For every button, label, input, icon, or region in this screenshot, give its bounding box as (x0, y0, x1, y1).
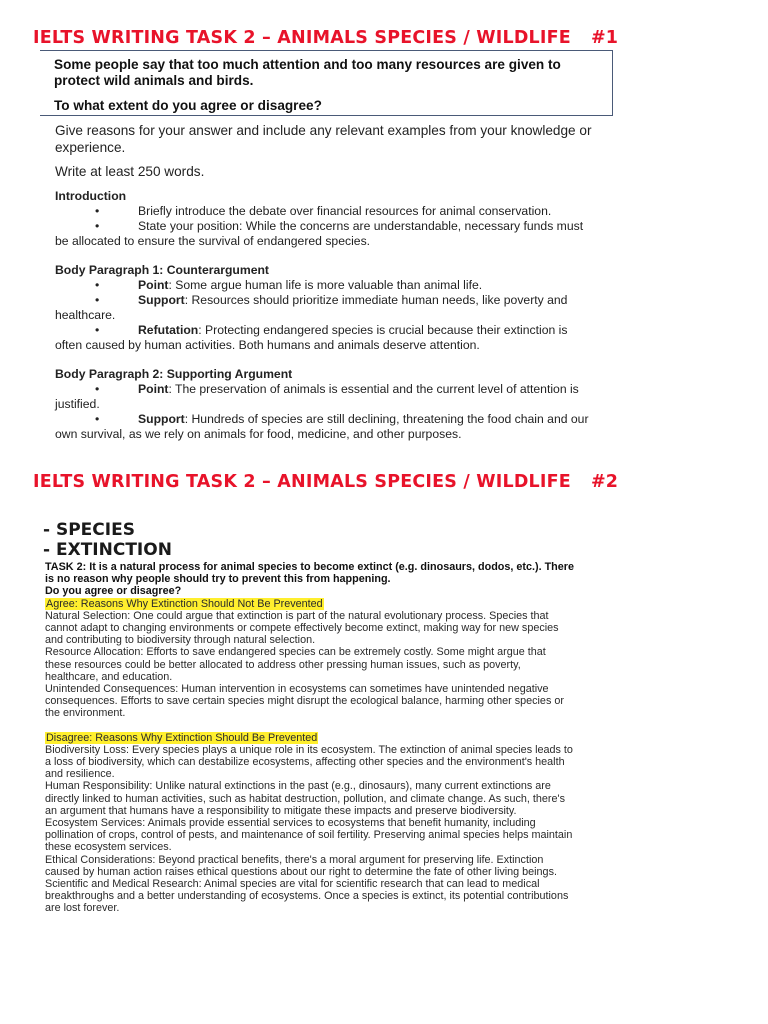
task2-prompt: TASK 2: It is a natural process for animal species to become extinct (e.g. dinosaurs, dodos, etc.). There is no reason why people should try to prevent this from happening. (45, 561, 574, 586)
body1-refutation (55, 323, 595, 353)
bullet-label: Refutation (138, 323, 199, 337)
section1-heading-text: IELTS WRITING TASK 2 – ANIMALS SPECIES / WILDLIFE (33, 28, 571, 48)
section1-heading-number: #1 (590, 28, 619, 48)
introduction-section (55, 189, 595, 249)
section2-heading-number: #2 (590, 472, 619, 492)
agree-point: Natural Selection: One could argue that extinction is part of the natural evolutionary process. Species that cannot adapt to changing environments or compete effectively become extinct, making way for new species and contributing to biodiversity through natural selection. (45, 609, 559, 647)
agree-point: Unintended Consequences: Human intervention in ecosystems can sometimes have unintended negative consequences. Efforts to save certain species might disrupt the ecological balance, harming other species or the environment. (45, 683, 564, 720)
agree-point: Resource Allocation: Efforts to save endangered species can be extremely costly. Some might argue that these resources could be better allocated to address other pressing human issues, such as poverty, healthcare, and education. (45, 646, 546, 683)
task-question: To what extent do you agree or disagree? (54, 98, 322, 113)
bullet-label: Support (138, 293, 185, 307)
bullet-text: : Some argue human life is more valuable than animal life. (168, 278, 483, 292)
disagree-point: Biodiversity Loss: Every species plays a unique role in its ecosystem. The extinction of animal species leads to a loss of biodiversity, which can destabilize ecosystems, affecting other species and the environment's health and resilience. (45, 743, 573, 781)
body1-heading: Body Paragraph 1: Counterargument (55, 263, 269, 277)
disagree-point: Ethical Considerations: Beyond practical benefits, there's a moral argument for preserving life. Extinction caused by human action raises ethical questions about our right to determine the fate of other living beings. (45, 853, 557, 878)
section1-heading (33, 28, 618, 48)
bullet-text: : Resources should prioritize immediate human needs, like poverty and healthcare. (55, 293, 568, 322)
disagree-point: Human Responsibility: Unlike natural extinctions in the past (e.g., dinosaurs), many current extinctions are directly linked to human activities, such as habitat destruction, pollution, and climate change. As such, there's an argument that humans have a responsibility to mitigate these impacts and preserve biodiversity. (45, 780, 565, 817)
body-paragraph-2 (55, 367, 595, 442)
section2-content (45, 561, 575, 915)
bullet-text: : The preservation of animals is essential and the current level of attention is justified. (55, 382, 579, 411)
bullet-text: : Hundreds of species are still declining, threatening the food chain and our own survival, as we rely on animals for food, medicine, and other purposes. (55, 412, 589, 441)
task-instructions: Give reasons for your answer and include any relevant examples from your knowledge or experience. (55, 123, 592, 155)
extinction-title: - EXTINCTION (43, 540, 172, 560)
disagree-point: Ecosystem Services: Animals provide essential services to ecosystems that benefit humanity, including pollination of crops, control of pests, and maintenance of soil fertility. Preserving animal species helps maintain these ecosystem services. (45, 817, 573, 854)
section2-heading (33, 472, 618, 492)
body2-support (55, 412, 595, 442)
intro-bullet: • State your position: While the concerns are understandable, necessary funds must be allocated to ensure the survival of endangered species. (55, 219, 595, 249)
species-title: - SPECIES (43, 520, 135, 540)
introduction-heading: Introduction (55, 189, 127, 203)
bullet-text: : Protecting endangered species is crucial because their extinction is often caused by human activities. Both humans and animals deserve attention. (55, 323, 568, 352)
body-paragraph-1 (55, 263, 595, 353)
bullet-label: Support (138, 412, 185, 426)
disagree-heading: Disagree: Reasons Why Extinction Should Be Prevented (46, 731, 318, 744)
agree-heading: Agree: Reasons Why Extinction Should Not Be Prevented (46, 597, 323, 610)
body1-point (55, 278, 595, 293)
task-prompt-box (40, 50, 613, 116)
intro-bullet: • Briefly introduce the debate over financial resources for animal conservation. (55, 204, 595, 219)
body1-support (55, 293, 595, 323)
bullet-label: Point (138, 278, 169, 292)
body2-point (55, 382, 595, 412)
body2-heading: Body Paragraph 2: Supporting Argument (55, 367, 293, 381)
task2-question: Do you agree or disagree? (45, 585, 182, 598)
word-count-requirement: Write at least 250 words. (55, 164, 205, 179)
task-prompt: Some people say that too much attention and too many resources are given to protect wild animals and birds. (54, 57, 561, 88)
disagree-point: Scientific and Medical Research: Animal species are vital for scientific research that can lead to medical breakthroughs and a better understanding of ecosystems. Once a species is extinct, its potential contributions are lost forever. (45, 878, 569, 915)
section2-heading-text: IELTS WRITING TASK 2 – ANIMALS SPECIES / WILDLIFE (33, 472, 571, 492)
bullet-label: Point (138, 382, 169, 396)
